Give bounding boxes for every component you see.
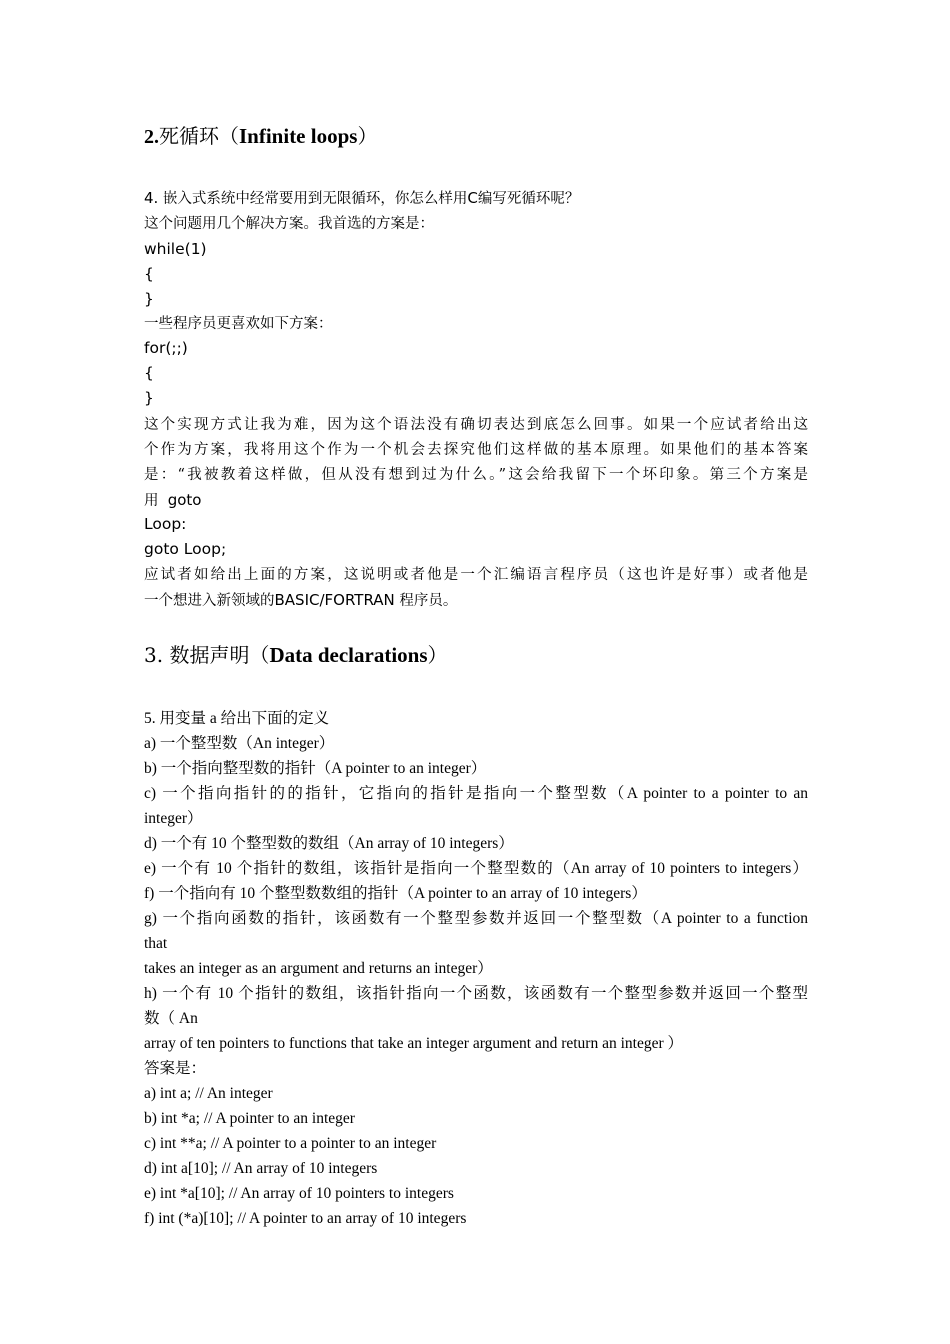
code-line: { bbox=[144, 265, 154, 283]
list-item: array of ten pointers to functions that take an integer argument and return an integer ） bbox=[144, 1035, 684, 1052]
answer-line: f) int (*a)[10]; // A pointer to an array of 10 integers bbox=[144, 1210, 467, 1227]
list-item: d) 一个有 10 个整型数的数组（An array of 10 integers） bbox=[144, 835, 514, 852]
para-text: 一个想进入新领域的 bbox=[144, 593, 275, 609]
code-line: for(;;) bbox=[144, 339, 188, 357]
heading-cn: 数据声明（ bbox=[169, 643, 270, 667]
paragraph-line bbox=[144, 590, 808, 611]
q4-text: 嵌入式系统中经常要用到无限循环，你怎么样用 bbox=[162, 191, 468, 207]
section-2-heading bbox=[144, 122, 808, 151]
list-item: b) 一个指向整型数的指针（A pointer to an integer） bbox=[144, 760, 487, 777]
answer-label: 答案是： bbox=[144, 1060, 207, 1077]
inline-code: goto bbox=[167, 491, 202, 509]
heading-cn: 死循环（ bbox=[159, 124, 239, 148]
list-item: integer） bbox=[144, 810, 203, 827]
list-item: h) 一个有 10 个指针的数组，该指针指向一个函数，该函数有一个整型参数并返回一个整型 bbox=[144, 985, 808, 1002]
heading-close: ） bbox=[357, 124, 378, 148]
code-line: } bbox=[144, 389, 154, 407]
heading-close: ） bbox=[427, 643, 448, 667]
answer-line: b) int *a; // A pointer to an integer bbox=[144, 1110, 355, 1127]
code-line: } bbox=[144, 290, 154, 308]
code-line: { bbox=[144, 364, 154, 382]
list-item: a) 一个整型数（An integer） bbox=[144, 735, 335, 752]
q4-tail: 编写死循环呢？ bbox=[477, 191, 580, 207]
list-item: e) 一个有 10 个指针的数组，该指针是指向一个整型数的（An array of 10 pointers to integers） bbox=[144, 860, 808, 877]
question-5: 5. 用变量 a 给出下面的定义 bbox=[144, 710, 330, 727]
list-item: that bbox=[144, 935, 168, 952]
answer-line: d) int a[10]; // An array of 10 integers bbox=[144, 1160, 378, 1177]
code-line: goto Loop; bbox=[144, 540, 227, 558]
answer-line: e) int *a[10]; // An array of 10 pointers to integers bbox=[144, 1185, 454, 1202]
paragraph-line: 个作为方案，我将用这个作为一个机会去探究他们这样做的基本原理。如果他们的基本答案 bbox=[144, 442, 808, 458]
para-text: 用 bbox=[144, 493, 159, 509]
list-item: c) 一个指向指针的的指针，它指向的指针是指向一个整型数（A pointer to a pointer to an bbox=[144, 785, 808, 802]
answer-line: a) int a; // An integer bbox=[144, 1085, 273, 1102]
inline-code: BASIC/FORTRAN bbox=[274, 591, 395, 609]
list-item: g) 一个指向函数的指针，该函数有一个整型参数并返回一个整型数（A pointer to a function bbox=[144, 910, 808, 927]
paragraph-line: 应试者如给出上面的方案，这说明或者他是一个汇编语言程序员（这也许是好事）或者他是 bbox=[144, 567, 808, 583]
intro-text: 这个问题用几个解决方案。我首选的方案是： bbox=[144, 216, 434, 232]
code-line: Loop: bbox=[144, 515, 187, 533]
answer-line: c) int **a; // A pointer to a pointer to an integer bbox=[144, 1135, 437, 1152]
paragraph-line: 这个实现方式让我为难，因为这个语法没有确切表达到底怎么回事。如果一个应试者给出这 bbox=[144, 417, 808, 433]
heading-number: 2. bbox=[144, 126, 159, 148]
heading-en: Infinite loops bbox=[239, 124, 358, 148]
list-item: f) 一个指向有 10 个整型数数组的指针（A pointer to an array of 10 integers） bbox=[144, 885, 647, 902]
heading-number: 3. bbox=[144, 643, 164, 667]
section-3-heading bbox=[144, 641, 808, 669]
para-text: 程序员。 bbox=[399, 593, 458, 609]
list-item: 数（ An bbox=[144, 1010, 198, 1027]
list-item: takes an integer as an argument and returns an integer） bbox=[144, 960, 493, 977]
q4-c: C bbox=[467, 189, 478, 207]
paragraph-line: 是：“我被教着这样做，但从没有想到过为什么。”这会给我留下一个坏印象。第三个方案是 bbox=[144, 467, 808, 483]
code-line: while(1) bbox=[144, 240, 207, 258]
paragraph-line bbox=[144, 490, 808, 511]
question-4 bbox=[144, 188, 808, 209]
heading-en: Data declarations bbox=[269, 643, 428, 667]
q4-number: 4. bbox=[144, 189, 159, 207]
alt-intro-text: 一些程序员更喜欢如下方案： bbox=[144, 316, 333, 332]
